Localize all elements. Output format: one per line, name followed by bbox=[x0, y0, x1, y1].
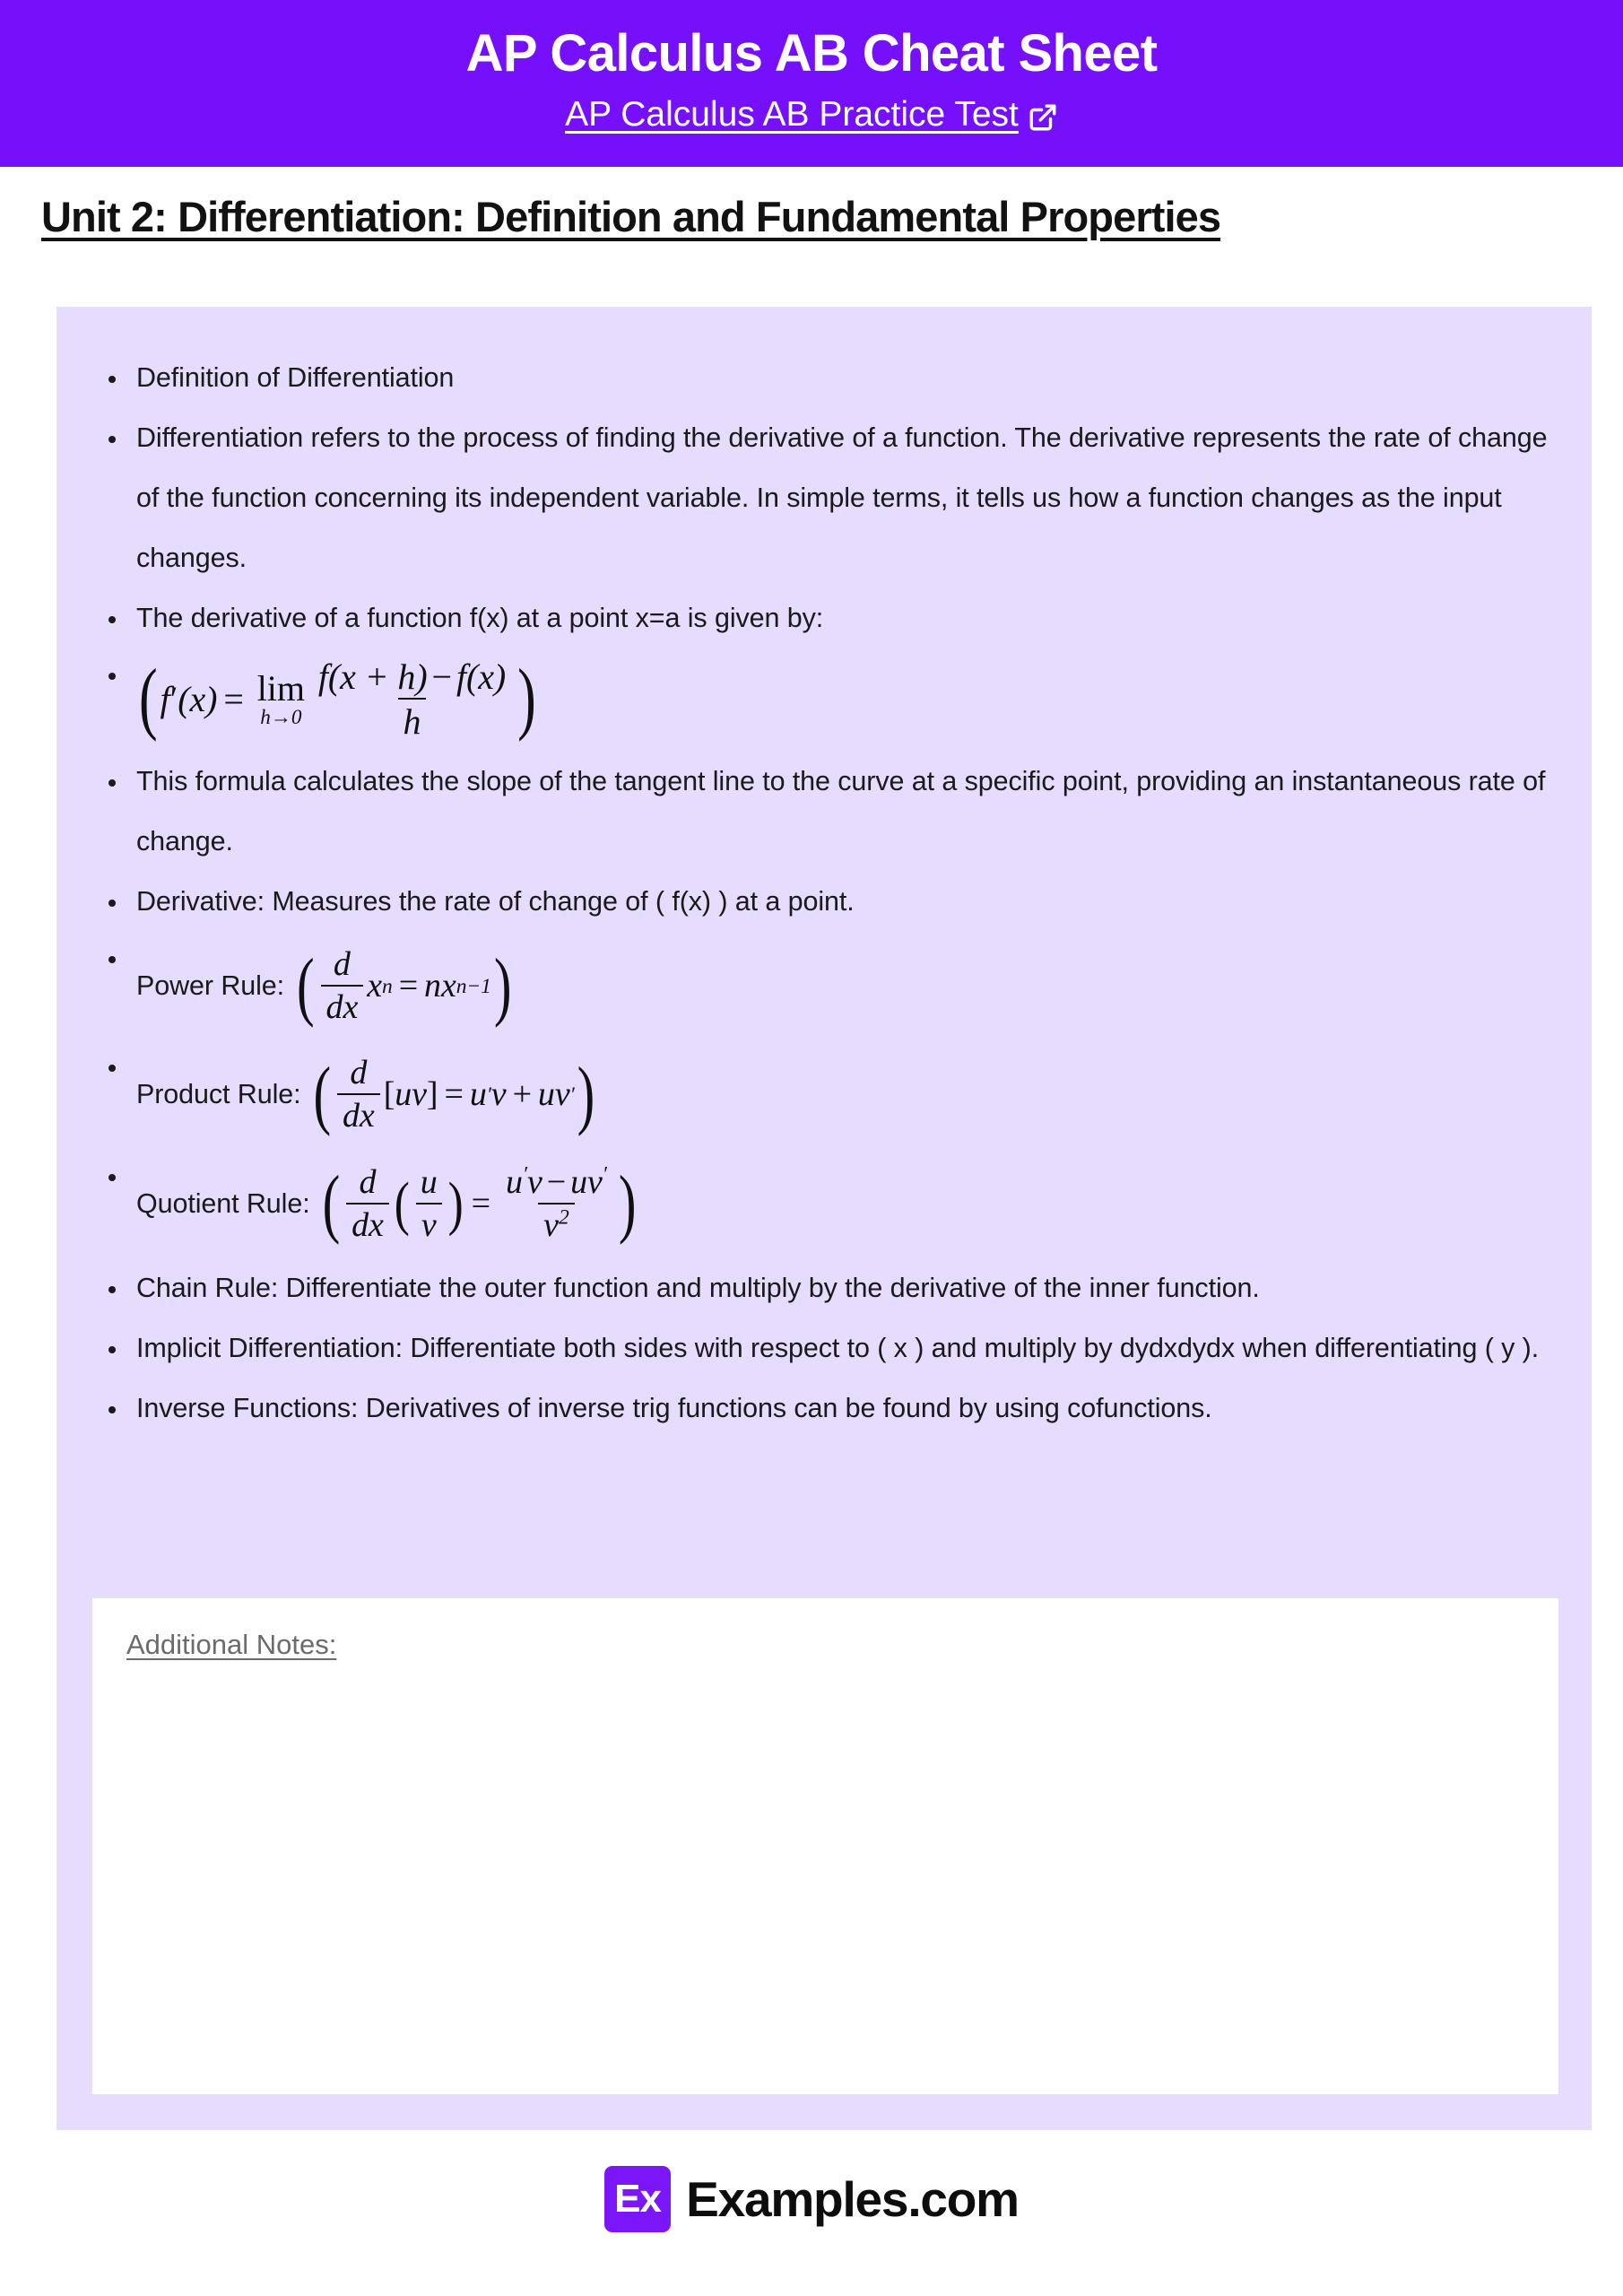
list-item-implicit-differentiation bbox=[92, 1318, 1556, 1378]
open-paren: ( bbox=[139, 654, 158, 743]
term1-u: u bbox=[469, 1075, 487, 1114]
fraction-denominator: dx bbox=[321, 985, 364, 1026]
open-paren: ( bbox=[297, 944, 315, 1029]
fraction-numerator: d bbox=[359, 1162, 377, 1201]
prime-symbol: ′ bbox=[169, 679, 178, 720]
formula-product-rule: ( $\frac{d}{dx}$ [ uv ] = u ′ v + u v ′ ) bbox=[311, 1055, 598, 1135]
lim-label: lim bbox=[256, 667, 305, 709]
limit-operator bbox=[256, 667, 305, 729]
fraction-denominator: v bbox=[416, 1203, 442, 1244]
list-item-power-rule bbox=[92, 932, 1556, 1040]
bullet-text: The derivative of a function f(x) at a point x=a is given by: bbox=[136, 603, 824, 633]
list-item-tangent-slope-description bbox=[92, 752, 1556, 872]
list-item-definition-of-differentiation bbox=[92, 348, 1556, 408]
fraction-denominator: dx bbox=[346, 1203, 389, 1244]
bullet-text: This formula calculates the slope of the tangent line to the curve at a specific point, providing an instantaneous rate of change. bbox=[136, 766, 1546, 857]
d-dx-fraction bbox=[321, 946, 364, 1026]
lim-subscript: h→0 bbox=[260, 705, 302, 729]
term1-v: v bbox=[490, 1075, 507, 1114]
rhs-den-exp: 2 bbox=[558, 1205, 569, 1229]
bullet-text: Chain Rule: Differentiate the outer function and multiply by the derivative of the inner function. bbox=[136, 1272, 1260, 1303]
fraction-denominator: dx bbox=[337, 1093, 380, 1135]
plus-sign: + bbox=[512, 1075, 532, 1114]
formula-derivative-limit-definition bbox=[136, 654, 539, 743]
rhs-num-v2: v bbox=[586, 1162, 603, 1201]
term2-v: v bbox=[554, 1075, 570, 1114]
term2-u: u bbox=[537, 1075, 555, 1114]
list-item-inverse-functions bbox=[92, 1378, 1556, 1439]
bullet-text: Inverse Functions: Derivatives of inverse trig functions can be found by using cofunctions. bbox=[136, 1392, 1212, 1423]
quotient-result-fraction bbox=[500, 1161, 612, 1244]
product-rule-label: Product Rule: bbox=[136, 1079, 301, 1110]
bullet-text: Differentiation refers to the process of finding the derivative of a function. The derivative represents the rate of change of the function concerning its independent variable. In simple terms, it tells us how a function changes as the input changes. bbox=[136, 422, 1548, 573]
formula-quotient-rule bbox=[320, 1161, 639, 1247]
equals-sign: = bbox=[223, 679, 244, 720]
practice-test-link-label[interactable]: AP Calculus AB Practice Test bbox=[565, 94, 1019, 134]
list-item-derivative-measures bbox=[92, 872, 1556, 932]
num-arg1: (x + h) bbox=[327, 657, 428, 697]
d-dx-fraction bbox=[346, 1164, 389, 1244]
list-item-product-rule bbox=[92, 1040, 1556, 1149]
list-item-derivative-at-point bbox=[92, 588, 1556, 648]
rhs-num-u2: u bbox=[570, 1162, 587, 1201]
fraction-numerator: u bbox=[420, 1162, 438, 1201]
examples-logo-badge: Ex bbox=[604, 2166, 671, 2232]
rhs-den-v: v bbox=[543, 1205, 559, 1244]
difference-quotient-fraction bbox=[313, 657, 511, 741]
page-header bbox=[0, 0, 1623, 167]
additional-notes-box[interactable] bbox=[92, 1598, 1558, 2094]
bullet-text: Definition of Differentiation bbox=[136, 362, 455, 393]
num-minus: − bbox=[431, 657, 453, 697]
equals-sign: = bbox=[398, 967, 419, 1005]
external-link-icon[interactable] bbox=[1028, 102, 1058, 133]
fraction-numerator bbox=[500, 1161, 612, 1203]
bracket-open: [ bbox=[383, 1075, 395, 1114]
equals-sign: = bbox=[471, 1184, 490, 1222]
concept-list bbox=[92, 348, 1556, 1439]
operand-uv: uv bbox=[395, 1075, 427, 1114]
fraction-denominator bbox=[538, 1203, 574, 1244]
num-arg2: (x) bbox=[466, 657, 507, 697]
inner-open-paren: ( bbox=[394, 1170, 410, 1238]
rhs-num-u: u bbox=[505, 1162, 523, 1201]
rhs-base: x bbox=[440, 967, 456, 1005]
f-symbol: f bbox=[160, 679, 170, 720]
list-item-chain-rule bbox=[92, 1258, 1556, 1318]
close-paren: ) bbox=[577, 1052, 595, 1138]
fraction-numerator: d bbox=[333, 945, 351, 984]
num-f1: f bbox=[317, 657, 328, 697]
fraction-denominator: h bbox=[398, 698, 427, 741]
additional-notes-label: Additional Notes: bbox=[126, 1629, 337, 1660]
open-paren: ( bbox=[322, 1161, 341, 1247]
close-paren: ) bbox=[493, 944, 512, 1029]
rhs-minus: − bbox=[546, 1162, 567, 1201]
examples-logo-text: Examples.com bbox=[686, 2171, 1019, 2227]
bullet-text: Derivative: Measures the rate of change of ( f(x) ) at a point. bbox=[136, 886, 855, 918]
power-rule-label: Power Rule: bbox=[136, 970, 285, 1002]
num-f2: f bbox=[456, 657, 467, 697]
d-dx-fraction bbox=[337, 1055, 380, 1135]
rhs-num-prime2: ′ bbox=[602, 1161, 607, 1186]
rhs-coefficient: n bbox=[424, 967, 441, 1005]
page-title: AP Calculus AB Cheat Sheet bbox=[465, 24, 1158, 83]
unit-title: Unit 2: Differentiation: Definition and Fundamental Properties bbox=[41, 192, 1221, 240]
bracket-close: ] bbox=[426, 1075, 438, 1114]
list-item-differentiation-description bbox=[92, 408, 1556, 588]
formula-power-rule: ( $\frac{d}{dx}$ x n = n x n−1 ) bbox=[294, 946, 514, 1026]
close-paren: ) bbox=[517, 654, 536, 743]
list-item-derivative-limit-definition bbox=[92, 648, 1556, 752]
open-paren: ( bbox=[313, 1052, 332, 1138]
u-over-v-fraction bbox=[415, 1164, 443, 1244]
equals-sign: = bbox=[444, 1075, 464, 1114]
quotient-rule-label: Quotient Rule: bbox=[136, 1187, 310, 1219]
rhs-num-v: v bbox=[526, 1162, 542, 1201]
fraction-numerator bbox=[313, 657, 511, 698]
list-item-quotient-rule bbox=[92, 1150, 1556, 1258]
rhs-num-prime: ′ bbox=[522, 1161, 527, 1186]
site-footer bbox=[0, 2166, 1623, 2232]
of-x: (x) bbox=[178, 679, 218, 720]
base-x: x bbox=[367, 967, 382, 1005]
practice-test-link[interactable] bbox=[0, 94, 1623, 136]
close-paren: ) bbox=[618, 1161, 637, 1247]
inner-close-paren: ) bbox=[447, 1170, 464, 1238]
fraction-numerator: d bbox=[350, 1054, 368, 1092]
bullet-text: Implicit Differentiation: Differentiate both sides with respect to ( x ) and multiply by dydxdydx when differentiating ( y ). bbox=[136, 1332, 1540, 1363]
